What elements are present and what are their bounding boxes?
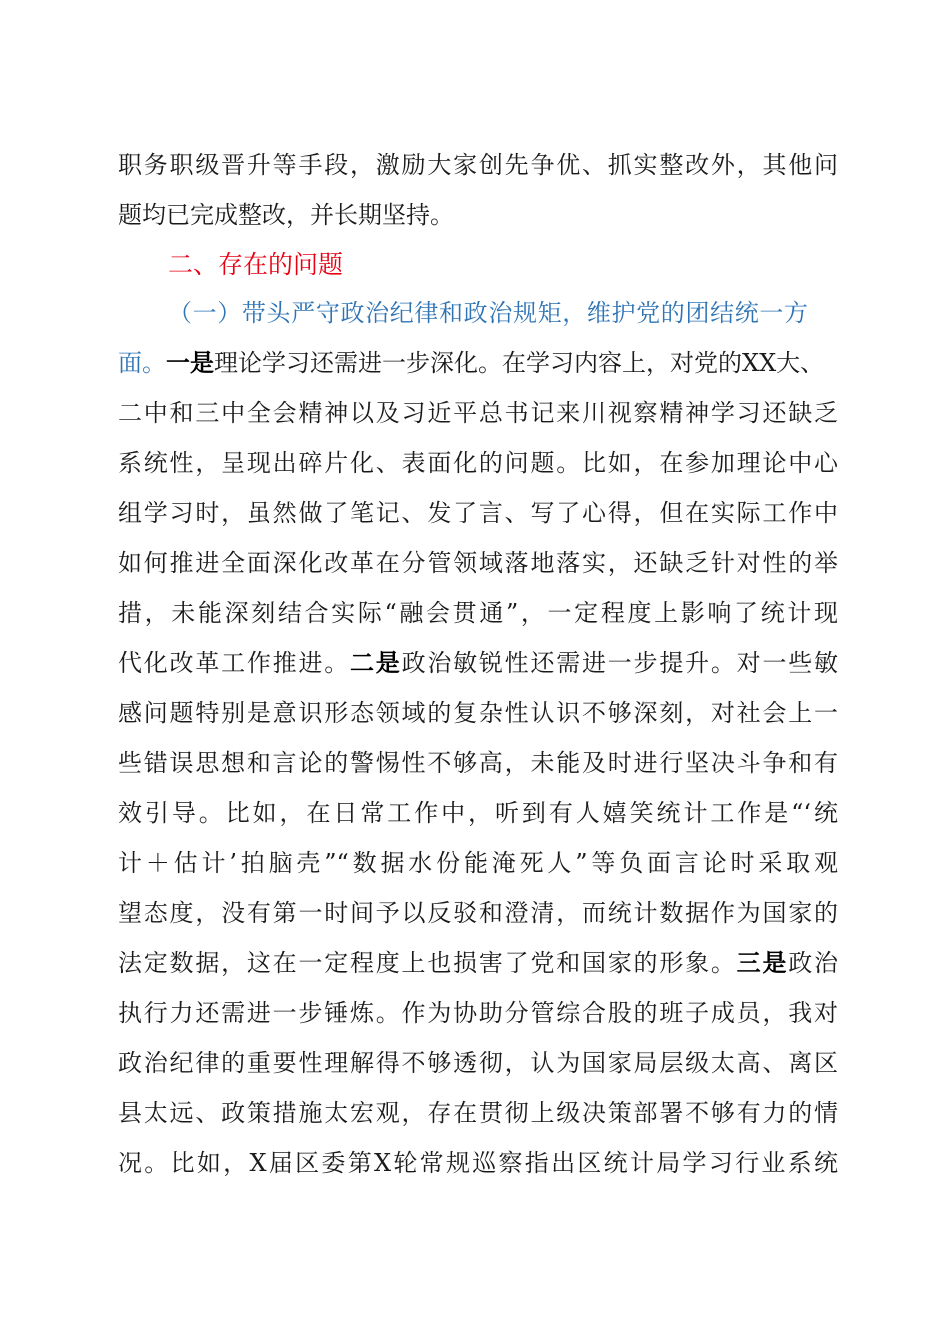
paragraph-text: 理论学习还需进一步深化。在学习内容上，对党的XX大、 — [214, 349, 825, 377]
paragraph-line — [118, 938, 838, 988]
paragraph-line: 况。比如，X届区委第X轮常规巡察指出区统计局学习行业系统 — [118, 1149, 838, 1177]
paragraph-line: 县太远、政策措施太宏观，存在贯彻上级决策部署不够有力的情 — [118, 1099, 838, 1127]
section-heading: 二、存在的问题 — [168, 250, 344, 279]
paragraph-line: 感问题特别是意识形态领域的复杂性认识不够深刻，对社会上一 — [118, 699, 838, 727]
paragraph-line: 职务职级晋升等手段，激励大家创先争优、抓实整改外，其他问 — [118, 151, 838, 179]
paragraph-line: 计＋估计’拍脑壳”“数据水份能淹死人”等负面言论时采取观 — [118, 849, 838, 877]
paragraph-line: 执行力还需进一步锤炼。作为协助分管综合股的班子成员，我对 — [118, 999, 838, 1027]
paragraph-line: 望态度，没有第一时间予以反驳和澄清，而统计数据作为国家的 — [118, 899, 838, 927]
paragraph-line: 政治纪律的重要性理解得不够透彻，认为国家局层级太高、离区 — [118, 1049, 838, 1077]
paragraph-line: 系统性，呈现出碎片化、表面化的问题。比如，在参加理论中心 — [118, 449, 838, 477]
paragraph-line: 如何推进全面深化改革在分管领域落地落实，还缺乏针对性的举 — [118, 549, 838, 577]
subsection-heading-tail: 面。 — [118, 349, 166, 377]
paragraph-text: 政治 — [788, 949, 839, 977]
point-marker-one: 一是 — [166, 348, 214, 377]
paragraph-text: 代化改革工作推进。 — [118, 649, 350, 677]
paragraph-text: 政治敏锐性还需进一步提升。对一些敏 — [401, 649, 839, 677]
point-marker-three: 三是 — [736, 948, 789, 977]
subsection-heading: （一）带头严守政治纪律和政治规矩，维护党的团结统一方 — [168, 299, 808, 327]
paragraph-line — [118, 338, 838, 388]
paragraph-line: 二中和三中全会精神以及习近平总书记来川视察精神学习还缺乏 — [118, 399, 838, 427]
paragraph-line: 效引导。比如，在日常工作中，听到有人嬉笑统计工作是“‘统 — [118, 799, 838, 827]
paragraph-text: 法定数据，这在一定程度上也损害了党和国家的形象。 — [118, 949, 737, 977]
paragraph-line — [118, 638, 838, 688]
paragraph-line: 措，未能深刻结合实际“融会贯通”，一定程度上影响了统计现 — [118, 599, 838, 627]
paragraph-line: 些错误思想和言论的警惕性不够高，未能及时进行坚决斗争和有 — [118, 749, 838, 777]
paragraph-line: 组学习时，虽然做了笔记、发了言、写了心得，但在实际工作中 — [118, 499, 838, 527]
point-marker-two: 二是 — [350, 648, 402, 677]
paragraph-line: 题均已完成整改，并长期坚持。 — [118, 201, 454, 229]
